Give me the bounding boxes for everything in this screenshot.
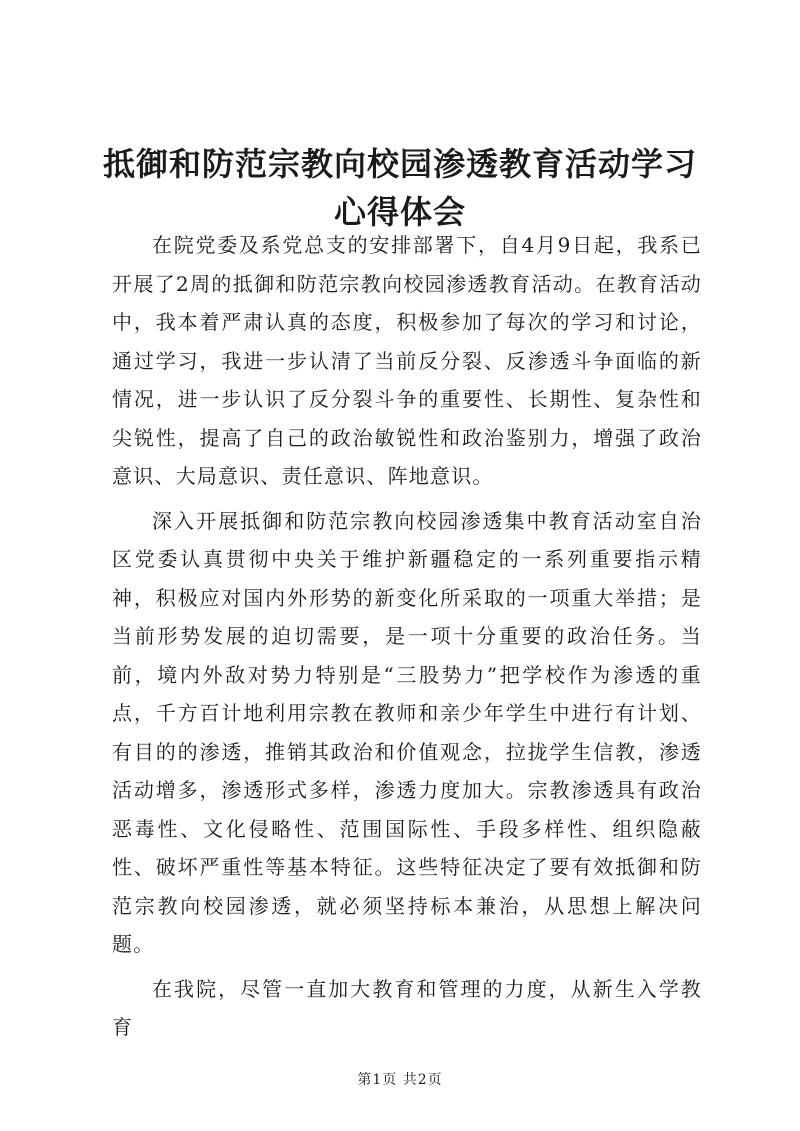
document-title: 抵御和防范宗教向校园渗透教育活动学习心得体会 bbox=[102, 145, 697, 231]
paragraph-1: 在院党委及系党总支的安排部署下，自4月9日起，我系已开展了2周的抵御和防范宗教向校园渗透教育活动。在教育活动中，我本着严肃认真的态度，积极参加了每次的学习和讨论，通过学习，我进一步认清了当前反分裂、反渗透斗争面临的新情况，进一步认识了反分裂斗争的重要性、长期性、复杂性和尖锐性，提高了自己的政治敏锐性和政治鉴别力，增强了政治意识、大局意识、责任意识、阵地意识。 bbox=[112, 233, 702, 488]
paragraph-3: 在我院，尽管一直加大教育和管理的力度，从新生入学教育 bbox=[112, 976, 702, 1039]
page-number-footer: 第1页 共2页 bbox=[357, 1072, 443, 1088]
document-body bbox=[112, 226, 702, 1053]
paragraph-2: 深入开展抵御和防范宗教向校园渗透集中教育活动室自治区党委认真贯彻中央关于维护新疆稳定的一系列重要指示精神，积极应对国内外形势的新变化所采取的一项重大举措；是当前形势发展的迫切需要，是一项十分重要的政治任务。当前，境内外敌对势力特别是“三股势力”把学校作为渗透的重点，千方百计地利用宗教在教师和亲少年学生中进行有计划、有目的的渗透，推销其政治和价值观念，拉拢学生信教，渗透活动增多，渗透形式多样，渗透力度加大。宗教渗透具有政治恶毒性、文化侵略性、范围国际性、手段多样性、组织隐蔽性、破坏严重性等基本特征。这些特征决定了要有效抵御和防范宗教向校园渗透，就必须坚持标本兼治，从思想上解决问题。 bbox=[112, 508, 702, 956]
